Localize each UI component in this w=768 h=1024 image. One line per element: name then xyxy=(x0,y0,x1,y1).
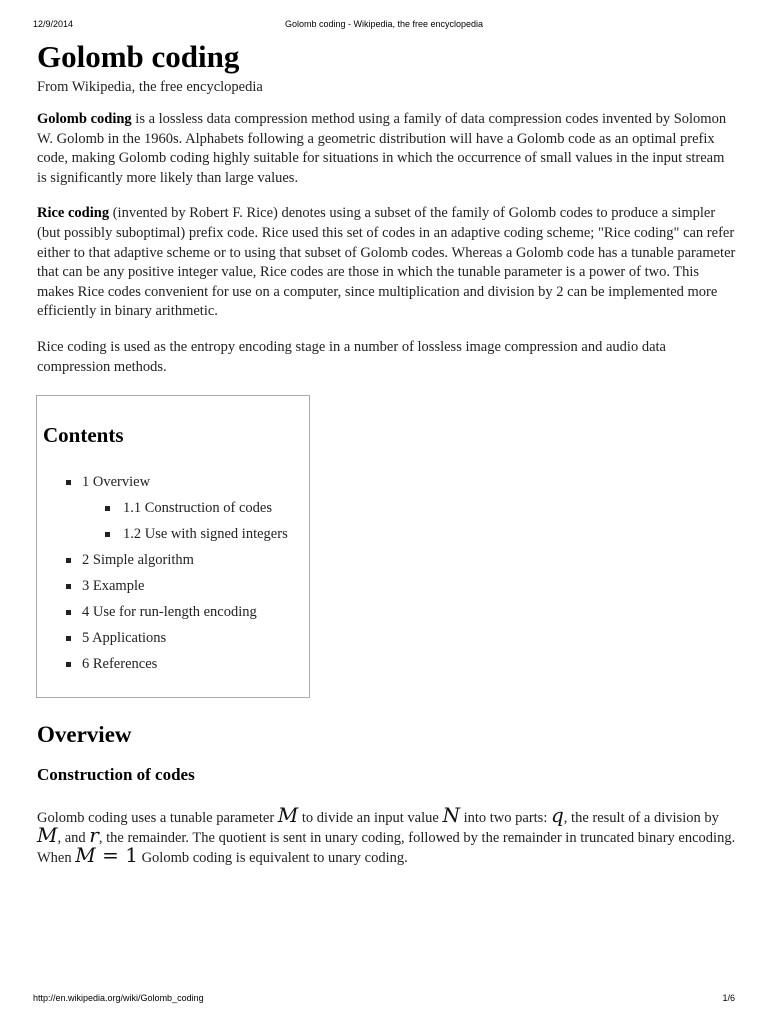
section-title-overview: Overview xyxy=(37,722,132,748)
print-date: 12/9/2014 xyxy=(33,19,74,29)
print-doc-title: Golomb coding - Wikipedia, the free encyclopedia xyxy=(284,19,484,29)
usage-paragraph: Rice coding is used as the entropy encoding stage in a number of lossless image compression and audio data compression methods. xyxy=(37,338,666,375)
rice-text: (invented by Robert F. Rice) denotes using a subset of the family of Golomb codes to produce a simpler (but possibly suboptimal) prefix code. Rice used this set of codes in an adaptive coding scheme; "Rice coding" can refer either to that adaptive scheme or to using that subset of Golomb codes. Whereas a Golomb code has a tunable parameter that can be any positive integer value, Rice codes are those in which the tunable parameter is a power of two. This makes Rice codes convenient for use on a computer, since multiplication and division by 2 can be implemented more efficiently in binary arithmetic. xyxy=(37,205,736,320)
rice-term: Rice coding xyxy=(37,205,110,222)
toc-item-label[interactable]: 1 Overview xyxy=(82,474,151,491)
toc-item-label[interactable]: 2 Simple algorithm xyxy=(82,552,194,569)
math-m: M xyxy=(75,843,96,868)
math-m: M xyxy=(277,803,299,828)
bullet-icon xyxy=(66,558,71,563)
print-header xyxy=(33,19,735,31)
toc-title: Contents xyxy=(43,423,124,448)
toc-item-run-length-encoding[interactable] xyxy=(37,603,309,629)
toc-item-applications[interactable] xyxy=(37,629,309,655)
math-r: r xyxy=(89,823,99,848)
print-url: http://en.wikipedia.org/wiki/Golomb_coding xyxy=(33,993,204,1003)
bullet-icon xyxy=(66,662,71,667)
toc-item-overview[interactable] xyxy=(37,473,309,499)
bullet-icon xyxy=(66,636,71,641)
math-equals-one: = 1 xyxy=(95,843,138,868)
math-q: q xyxy=(550,803,564,828)
math-m: M xyxy=(37,823,58,848)
page-subtitle: From Wikipedia, the free encyclopedia xyxy=(37,79,263,95)
toc-item-label[interactable]: 6 References xyxy=(82,656,158,673)
table-of-contents xyxy=(36,395,310,698)
toc-list xyxy=(37,473,309,681)
construction-text: Golomb coding uses a tunable parameter xyxy=(37,810,278,827)
toc-item-label[interactable]: 1.1 Construction of codes xyxy=(123,500,273,517)
intro-text: is a lossless data compression method using a family of data compression codes invented by Solomon W. Golomb in the 1960s. Alphabets following a geometric distribution will have a Golomb code as an optimal prefix code, making Golomb coding highly suitable for situations in which the occurrence of small values in the input stream is significantly more likely than large values. xyxy=(37,111,727,186)
article-content xyxy=(37,38,737,868)
print-page-number: 1/6 xyxy=(722,993,735,1003)
intro-term: Golomb coding xyxy=(37,111,132,127)
construction-text: , the remainder. The quotient is sent in unary coding, followed by the remainder in truncated binary encoding. When xyxy=(37,830,736,867)
construction-paragraph xyxy=(37,803,737,868)
toc-item-references[interactable] xyxy=(37,655,309,681)
bullet-icon xyxy=(105,532,110,537)
toc-item-simple-algorithm[interactable] xyxy=(37,551,309,577)
bullet-icon xyxy=(105,506,110,511)
math-n: N xyxy=(442,803,460,828)
construction-text: Golomb coding is equivalent to unary coding. xyxy=(137,850,408,867)
subsection-title-construction: Construction of codes xyxy=(37,765,195,785)
construction-text: , and xyxy=(57,830,90,847)
bullet-icon xyxy=(66,610,71,615)
intro-paragraph xyxy=(37,110,737,188)
construction-text: into two parts: xyxy=(459,810,551,827)
rice-paragraph xyxy=(37,204,737,322)
toc-item-label[interactable]: 3 Example xyxy=(82,578,145,595)
toc-item-construction-of-codes[interactable] xyxy=(37,499,309,525)
print-footer xyxy=(33,993,735,1005)
page-title: Golomb coding xyxy=(37,39,240,74)
bullet-icon xyxy=(66,480,71,485)
toc-item-label[interactable]: 4 Use for run-length encoding xyxy=(82,604,257,621)
construction-text: , the result of a division by xyxy=(563,810,719,827)
toc-item-example[interactable] xyxy=(37,577,309,603)
toc-item-label[interactable]: 5 Applications xyxy=(82,630,167,647)
toc-item-label[interactable]: 1.2 Use with signed integers xyxy=(123,526,288,543)
toc-item-use-with-signed-integers[interactable] xyxy=(37,525,309,551)
construction-text: to divide an input value xyxy=(298,810,443,827)
bullet-icon xyxy=(66,584,71,589)
